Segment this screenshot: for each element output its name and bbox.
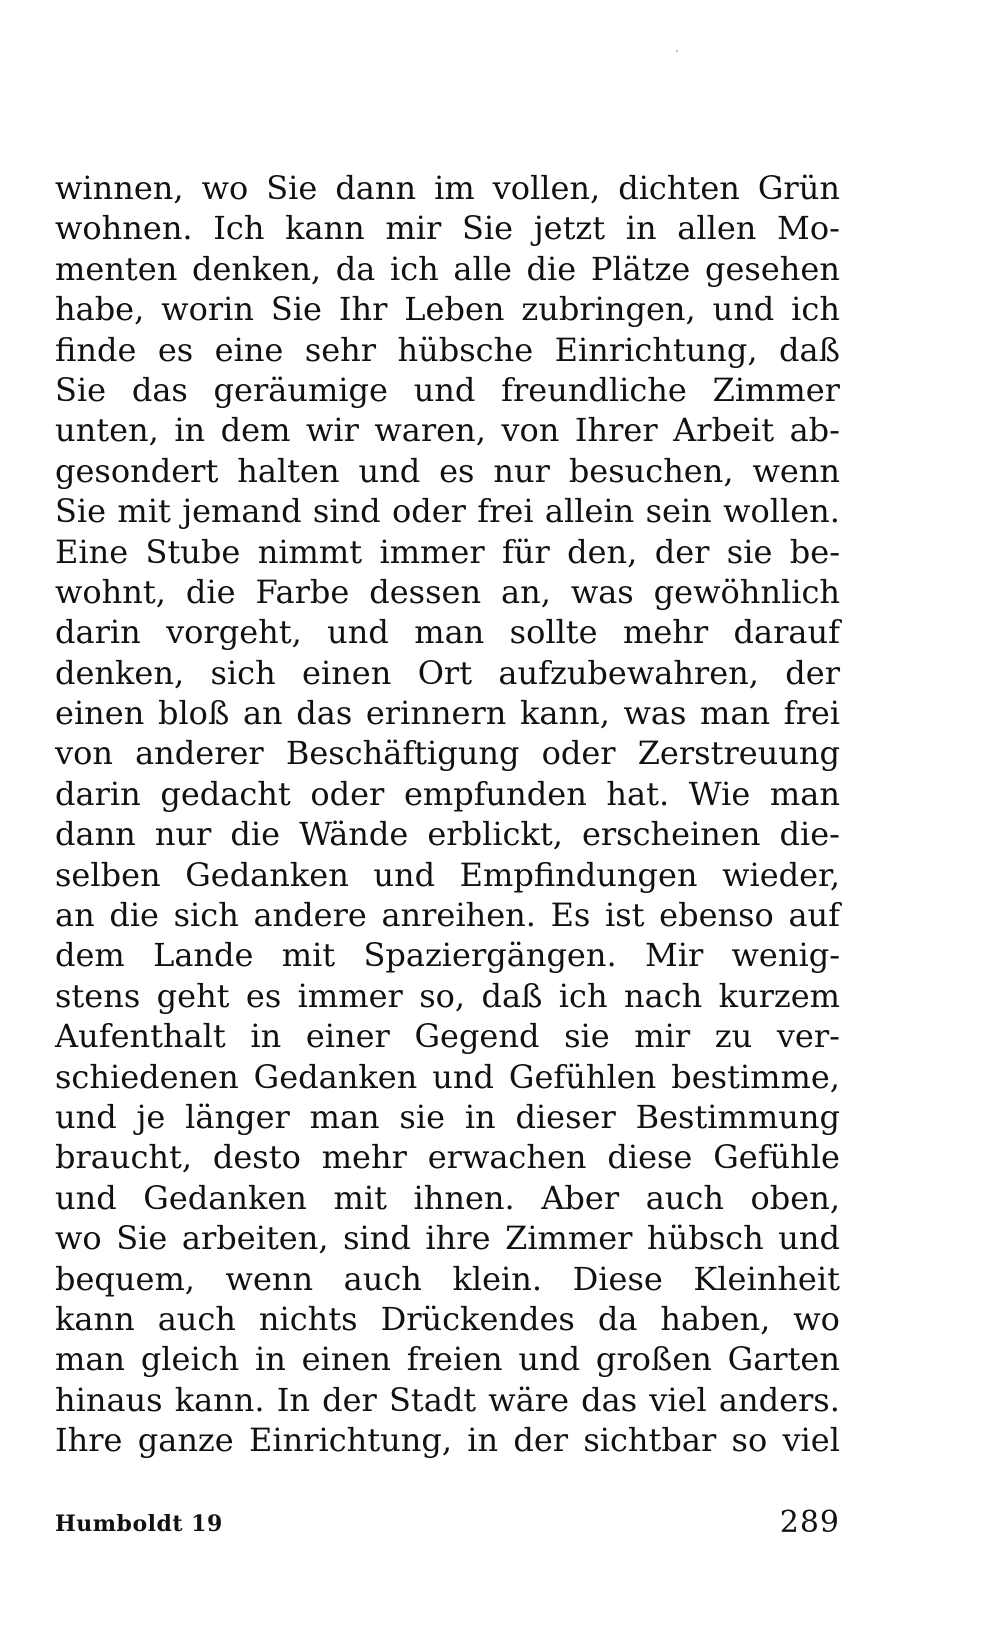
word: sein — [645, 492, 712, 531]
word: Sie — [461, 209, 514, 248]
word: zu — [714, 1017, 753, 1056]
text-line — [55, 693, 840, 733]
word: immer — [297, 976, 403, 1015]
word: zubringen, — [521, 290, 696, 329]
word: mir — [385, 209, 442, 248]
word: wenig- — [731, 936, 840, 975]
word: wohnt, — [55, 572, 166, 611]
word: denken, — [55, 653, 185, 692]
word: mehr — [321, 1138, 407, 1177]
word: allen — [677, 209, 757, 248]
word: die — [185, 572, 236, 611]
word: Ihr — [338, 290, 388, 329]
word: finde — [55, 330, 137, 369]
word: oder — [391, 492, 466, 531]
word: ganze — [137, 1421, 234, 1460]
word: Gefühle — [713, 1138, 840, 1177]
word: Plätze — [590, 249, 691, 288]
word: Spaziergängen. — [363, 936, 617, 975]
page-number: 289 — [779, 1505, 840, 1540]
word: sie — [399, 1097, 446, 1136]
word: im — [434, 169, 475, 207]
word: dann — [55, 815, 136, 854]
word: die — [109, 896, 159, 935]
word: Wände — [299, 815, 409, 854]
word: desto — [212, 1138, 301, 1177]
text-line — [55, 370, 840, 410]
word: Gegend — [414, 1017, 540, 1056]
word: die — [230, 815, 281, 854]
word: Zerstreuung — [637, 734, 840, 773]
word: kurzem — [718, 976, 840, 1015]
word: einer — [305, 1017, 390, 1056]
word: wohnen. — [55, 209, 193, 248]
word: ich — [558, 976, 608, 1015]
word: es — [157, 330, 194, 369]
text-line — [55, 532, 840, 572]
text-line — [55, 1380, 840, 1420]
word: be- — [789, 532, 840, 571]
word: an — [242, 694, 283, 733]
word: sich — [173, 896, 239, 935]
word: daß — [779, 330, 840, 369]
word: braucht, — [55, 1138, 193, 1177]
word: und — [778, 1219, 840, 1258]
word: wenn — [225, 1259, 314, 1298]
word: eine — [214, 330, 284, 369]
text-line — [55, 572, 840, 612]
word: und — [327, 613, 389, 652]
word: Sie — [55, 492, 107, 531]
word: hübsche — [397, 330, 534, 369]
word: und — [413, 370, 476, 409]
word: stens — [55, 976, 141, 1015]
word: Ihrer — [574, 411, 658, 450]
word: Mir — [644, 936, 704, 975]
text-line — [55, 289, 840, 329]
word: anreihen. — [381, 896, 536, 935]
text-line — [55, 733, 840, 773]
word: Grün — [757, 169, 840, 207]
word: wo — [793, 1299, 840, 1338]
word: kann, — [520, 694, 610, 733]
word: dann — [335, 169, 417, 207]
word: je — [136, 1097, 166, 1136]
word: auch — [343, 1259, 422, 1298]
word: wir — [305, 411, 359, 450]
word: gleich — [140, 1340, 240, 1379]
word: allein — [544, 492, 635, 531]
word: sehr — [304, 330, 377, 369]
word: ich — [791, 290, 840, 329]
word: und — [712, 290, 775, 329]
word: das — [296, 694, 353, 733]
word: dem — [55, 936, 125, 975]
word: mir — [634, 1017, 691, 1056]
word: Zimmer — [505, 1219, 633, 1258]
word: Gedanken — [253, 1057, 418, 1096]
word: darin — [55, 613, 141, 652]
word: Einrichtung, — [554, 330, 758, 369]
body-text — [55, 168, 840, 1461]
word: darin — [55, 774, 141, 813]
word: wieder, — [722, 855, 840, 894]
word: Lande — [153, 936, 254, 975]
word: Eine — [55, 532, 129, 571]
word: vorgeht, — [166, 613, 302, 652]
word: worin — [161, 290, 254, 329]
word: an, — [501, 572, 551, 611]
word: freien — [406, 1340, 503, 1379]
word: andere — [253, 896, 367, 935]
word: ver- — [776, 1017, 840, 1056]
word: und — [55, 1178, 117, 1217]
word: für — [502, 532, 550, 571]
word: aufzubewahren, — [498, 653, 759, 692]
word: besuchen, — [568, 451, 734, 490]
word: oder — [310, 774, 385, 813]
word: einen — [55, 694, 145, 733]
word: klein. — [452, 1259, 543, 1298]
word: anderer — [135, 734, 264, 773]
word: es — [439, 451, 475, 490]
word: Diese — [572, 1259, 663, 1298]
word: bequem, — [55, 1259, 195, 1298]
word: gesehen — [705, 249, 840, 288]
word: haben, — [660, 1299, 771, 1338]
word: bestimme, — [671, 1057, 840, 1096]
word: vollen, — [492, 169, 601, 207]
word: viel — [782, 1421, 840, 1460]
word: hinaus — [55, 1380, 163, 1419]
word: der — [654, 532, 710, 571]
word: nach — [623, 976, 703, 1015]
word: Bestimmung — [635, 1097, 840, 1136]
text-line — [55, 774, 840, 814]
page-footer — [55, 1505, 840, 1541]
word: viel — [649, 1380, 707, 1419]
text-line — [55, 168, 840, 208]
word: man — [700, 694, 771, 733]
word: Arbeit — [673, 411, 775, 450]
word: Farbe — [255, 572, 350, 611]
word: was — [623, 694, 687, 733]
word: mit — [281, 936, 336, 975]
word: auch — [157, 1299, 236, 1338]
word: man — [309, 1097, 380, 1136]
word: und — [358, 451, 421, 490]
word: man — [414, 613, 485, 652]
word: unten, — [55, 411, 159, 450]
word: kann — [285, 209, 365, 248]
text-line — [55, 1259, 840, 1299]
word: der — [513, 1421, 569, 1460]
word: Gedanken — [143, 1178, 307, 1217]
word: Es — [550, 896, 591, 935]
word: gedacht — [160, 774, 291, 813]
word: was — [570, 572, 634, 611]
word: sich — [210, 653, 276, 692]
word: Empfindungen — [459, 855, 698, 894]
word: frei — [477, 492, 534, 531]
word: in — [174, 411, 206, 450]
word: sichtbar — [583, 1421, 717, 1460]
word: wo — [201, 169, 249, 207]
word: und — [55, 1097, 117, 1136]
word: winnen, — [55, 169, 184, 207]
word: wollen. — [723, 492, 840, 531]
word: in — [250, 1017, 282, 1056]
word: schiedenen — [55, 1057, 239, 1096]
word: Wie — [688, 774, 751, 813]
word: nur — [493, 451, 550, 490]
word: hübsch — [647, 1219, 764, 1258]
word: auch — [645, 1178, 724, 1217]
word: Stadt — [388, 1380, 477, 1419]
word: wenn — [752, 451, 840, 490]
word: ebenso — [659, 896, 774, 935]
word: sie — [564, 1017, 610, 1056]
word: erscheinen — [581, 815, 761, 854]
word: empfunden — [403, 774, 587, 813]
word: das — [131, 370, 188, 409]
word: geht — [156, 976, 230, 1015]
word: menten — [55, 249, 178, 288]
word: in — [255, 1340, 286, 1379]
word: auf — [788, 896, 840, 935]
word: frei — [783, 694, 840, 733]
text-line — [55, 1299, 840, 1339]
word: dessen — [369, 572, 482, 611]
printer-signature: Humboldt 19 — [55, 1511, 223, 1537]
word: einen — [301, 1340, 391, 1379]
word: mit — [333, 1178, 387, 1217]
text-line — [55, 1178, 840, 1218]
word: Sie — [266, 169, 318, 207]
word: Ihre — [55, 1421, 123, 1460]
word: und — [518, 1340, 581, 1379]
word: denken, — [191, 249, 322, 288]
word: erblickt, — [427, 815, 563, 854]
word: Beschäftigung — [285, 734, 520, 773]
word: sie — [726, 532, 773, 571]
text-line — [55, 1420, 840, 1460]
word: länger — [185, 1097, 290, 1136]
word: erwachen — [427, 1138, 587, 1177]
text-line — [55, 612, 840, 652]
word: Einrichtung, — [248, 1421, 452, 1460]
word: Leben — [404, 290, 505, 329]
text-line — [55, 1097, 840, 1137]
word: ihre — [425, 1219, 491, 1258]
word: bloß — [157, 694, 230, 733]
word: dichten — [618, 169, 740, 207]
word: anders. — [718, 1380, 840, 1419]
text-line — [55, 855, 840, 895]
text-line — [55, 451, 840, 491]
word: Sie — [55, 370, 107, 409]
word: In — [276, 1380, 310, 1419]
text-line — [55, 410, 840, 450]
word: die- — [779, 815, 840, 854]
word: Garten — [727, 1340, 840, 1379]
word: erinnern — [365, 694, 507, 733]
text-line — [55, 1057, 840, 1097]
word: Gefühlen — [508, 1057, 657, 1096]
text-line — [55, 249, 840, 289]
word: und — [373, 855, 436, 894]
word: ich — [389, 249, 439, 288]
word: da — [335, 249, 376, 288]
word: Aber — [541, 1178, 620, 1217]
word: Sie — [270, 290, 322, 329]
word: Kleinheit — [693, 1259, 840, 1298]
word: daß — [481, 976, 543, 1015]
word: kann — [55, 1299, 135, 1338]
text-line — [55, 1137, 840, 1177]
word: sind — [312, 492, 381, 531]
word: arbeiten, — [181, 1219, 329, 1258]
word: mit — [117, 492, 171, 531]
word: darauf — [733, 613, 840, 652]
word: selben — [55, 855, 161, 894]
word: es — [245, 976, 282, 1015]
word: in — [467, 1421, 499, 1460]
word: Stube — [145, 532, 241, 571]
text-line — [55, 976, 840, 1016]
word: Zimmer — [712, 370, 840, 409]
word: der — [785, 653, 840, 692]
word: gesondert — [55, 451, 219, 490]
word: in — [464, 1097, 496, 1136]
word: wäre — [488, 1380, 569, 1419]
word: jetzt — [533, 209, 606, 248]
text-line — [55, 491, 840, 531]
word: alle — [453, 249, 512, 288]
text-line — [55, 1339, 840, 1379]
word: hat. — [606, 774, 670, 813]
text-line — [55, 895, 840, 935]
word: freundliche — [501, 370, 687, 409]
word: habe, — [55, 290, 145, 329]
word: den, — [567, 532, 638, 571]
word: oder — [541, 734, 616, 773]
text-line — [55, 814, 840, 854]
word: ihnen. — [413, 1178, 515, 1217]
word: nichts — [258, 1299, 358, 1338]
word: sollte — [509, 613, 598, 652]
word: Gedanken — [185, 855, 349, 894]
word: von — [501, 411, 560, 450]
word: wo — [55, 1219, 102, 1258]
word: diese — [607, 1138, 693, 1177]
text-line — [55, 653, 840, 693]
word: kann. — [174, 1380, 265, 1419]
word: halten — [237, 451, 340, 490]
word: an — [55, 896, 95, 935]
word: ab- — [789, 411, 840, 450]
word: Aufenthalt — [55, 1017, 226, 1056]
text-line — [55, 208, 840, 248]
word: gewöhnlich — [653, 572, 840, 611]
word: einen — [302, 653, 392, 692]
word: geräumige — [213, 370, 388, 409]
word: nimmt — [257, 532, 363, 571]
text-line — [55, 935, 840, 975]
word: von — [55, 734, 113, 773]
word: Ich — [213, 209, 265, 248]
word: sind — [343, 1219, 411, 1258]
word: da — [597, 1299, 638, 1338]
word: ist — [604, 896, 645, 935]
text-line — [55, 1218, 840, 1258]
text-line — [55, 330, 840, 370]
word: mehr — [622, 613, 709, 652]
word: und — [432, 1057, 494, 1096]
word: oben, — [750, 1178, 840, 1217]
word: Drückendes — [380, 1299, 575, 1338]
word: waren, — [374, 411, 486, 450]
word: Sie — [116, 1219, 168, 1258]
word: immer — [379, 532, 485, 571]
word: die — [526, 249, 577, 288]
word: das — [581, 1380, 638, 1419]
word: großen — [595, 1340, 712, 1379]
word: man — [55, 1340, 126, 1379]
paper-speck — [676, 50, 678, 52]
text-line — [55, 1016, 840, 1056]
word: so — [731, 1421, 768, 1460]
word: Ort — [417, 653, 473, 692]
word: Mo- — [777, 209, 840, 248]
word: man — [769, 774, 840, 813]
word: so, — [419, 976, 466, 1015]
word: der — [322, 1380, 377, 1419]
word: dieser — [515, 1097, 616, 1136]
word: jemand — [182, 492, 302, 531]
word: nur — [154, 815, 212, 854]
word: in — [625, 209, 657, 248]
word: dem — [220, 411, 291, 450]
